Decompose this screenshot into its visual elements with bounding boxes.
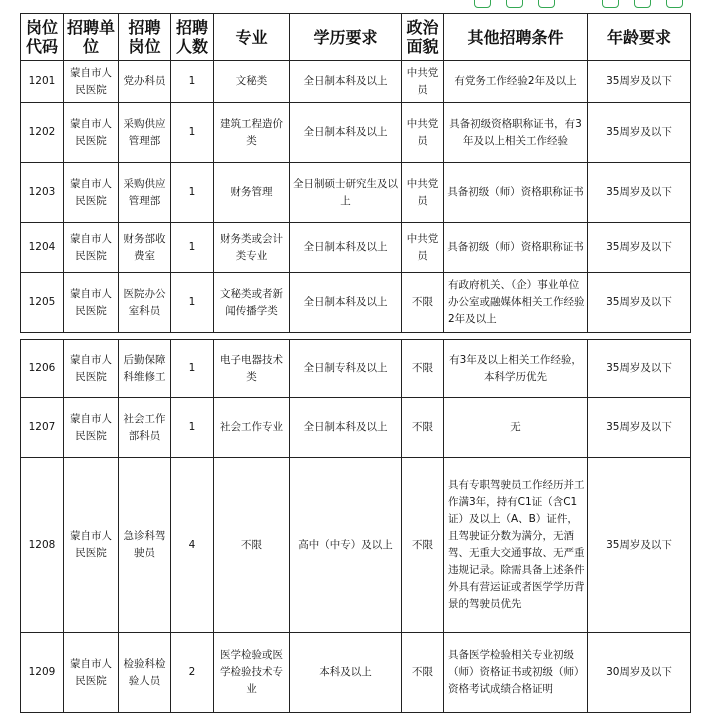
cell-code: 1206 <box>21 340 64 398</box>
table-row <box>21 458 691 633</box>
cell-unit: 蒙自市人民医院 <box>64 633 119 713</box>
table-row <box>21 61 691 103</box>
cell-code: 1205 <box>21 273 64 333</box>
recruitment-table-part-1 <box>20 13 691 333</box>
cell-political: 不限 <box>402 398 444 458</box>
cell-age: 35周岁及以下 <box>588 273 691 333</box>
cell-age: 35周岁及以下 <box>588 61 691 103</box>
cell-political: 中共党员 <box>402 163 444 223</box>
save-icon[interactable] <box>506 0 523 8</box>
cell-post: 急诊科驾驶员 <box>119 458 171 633</box>
cell-unit: 蒙自市人民医院 <box>64 163 119 223</box>
cell-edu: 全日制本科及以上 <box>290 398 402 458</box>
table-row <box>21 273 691 333</box>
cell-major: 社会工作专业 <box>214 398 290 458</box>
cell-unit: 蒙自市人民医院 <box>64 103 119 163</box>
cell-edu: 全日制本科及以上 <box>290 103 402 163</box>
home-icon[interactable] <box>602 0 619 8</box>
header-age: 年龄要求 <box>588 14 691 61</box>
cell-count: 1 <box>171 163 214 223</box>
cell-edu: 全日制本科及以上 <box>290 273 402 333</box>
header-other: 其他招聘条件 <box>444 14 588 61</box>
header-political: 政治面貌 <box>402 14 444 61</box>
cell-other: 有3年及以上相关工作经验，本科学历优先 <box>444 340 588 398</box>
cell-count: 1 <box>171 103 214 163</box>
cell-political: 不限 <box>402 273 444 333</box>
cell-code: 1208 <box>21 458 64 633</box>
cell-count: 1 <box>171 398 214 458</box>
cell-post: 后勤保障科维修工 <box>119 340 171 398</box>
cell-edu: 全日制本科及以上 <box>290 61 402 103</box>
cell-post: 医院办公室科员 <box>119 273 171 333</box>
cell-code: 1204 <box>21 223 64 273</box>
cell-edu: 本科及以上 <box>290 633 402 713</box>
table-row <box>21 633 691 713</box>
cell-major: 文秘类 <box>214 61 290 103</box>
cell-age: 35周岁及以下 <box>588 340 691 398</box>
cell-age: 35周岁及以下 <box>588 103 691 163</box>
cell-age: 35周岁及以下 <box>588 398 691 458</box>
cell-major: 建筑工程造价类 <box>214 103 290 163</box>
cell-code: 1201 <box>21 61 64 103</box>
cell-other: 具备初级（师）资格职称证书 <box>444 163 588 223</box>
cell-edu: 全日制专科及以上 <box>290 340 402 398</box>
cell-code: 1207 <box>21 398 64 458</box>
cell-count: 1 <box>171 223 214 273</box>
settings-icon[interactable] <box>666 0 683 8</box>
cell-age: 35周岁及以下 <box>588 458 691 633</box>
header-unit: 招聘单位 <box>64 14 119 61</box>
cell-post: 社会工作部科员 <box>119 398 171 458</box>
cell-edu: 全日制硕士研究生及以上 <box>290 163 402 223</box>
cell-post: 党办科员 <box>119 61 171 103</box>
zoom-in-icon[interactable] <box>474 0 491 8</box>
viewer-toolbar <box>0 0 702 10</box>
cell-political: 不限 <box>402 340 444 398</box>
table-row <box>21 398 691 458</box>
cell-other: 有政府机关、（企）事业单位办公室或融媒体相关工作经验2年及以上 <box>444 273 588 333</box>
cell-political: 不限 <box>402 458 444 633</box>
cell-post: 财务部收费室 <box>119 223 171 273</box>
cell-major: 财务管理 <box>214 163 290 223</box>
cell-major: 财务类或会计类专业 <box>214 223 290 273</box>
table-header <box>21 14 691 61</box>
table-row <box>21 223 691 273</box>
cell-edu: 高中（中专）及以上 <box>290 458 402 633</box>
cell-political: 中共党员 <box>402 103 444 163</box>
cell-major: 医学检验或医学检验技术专业 <box>214 633 290 713</box>
cell-other: 有党务工作经验2年及以上 <box>444 61 588 103</box>
cell-other: 具有专职驾驶员工作经历并工作满3年，持有C1证（含C1证）及以上（A、B）证件，且驾驶证分数为满分，无酒驾、无重大交通事故、无严重违规记录。除需具备上述条件外具有营运证或者医学学历背景的驾驶员优先 <box>444 458 588 633</box>
cell-other: 无 <box>444 398 588 458</box>
cell-post: 检验科检验人员 <box>119 633 171 713</box>
cell-age: 30周岁及以下 <box>588 633 691 713</box>
cell-post: 采购供应管理部 <box>119 163 171 223</box>
header-count: 招聘人数 <box>171 14 214 61</box>
cell-other: 具备医学检验相关专业初级（师）资格证书或初级（师）资格考试成绩合格证明 <box>444 633 588 713</box>
header-major: 专业 <box>214 14 290 61</box>
cell-post: 采购供应管理部 <box>119 103 171 163</box>
cell-count: 1 <box>171 273 214 333</box>
cell-count: 2 <box>171 633 214 713</box>
table-row <box>21 163 691 223</box>
cell-count: 1 <box>171 340 214 398</box>
cell-unit: 蒙自市人民医院 <box>64 223 119 273</box>
header-code: 岗位代码 <box>21 14 64 61</box>
cell-code: 1203 <box>21 163 64 223</box>
cell-political: 中共党员 <box>402 61 444 103</box>
cell-major: 电子电器技术类 <box>214 340 290 398</box>
cell-other: 具备初级（师）资格职称证书 <box>444 223 588 273</box>
cell-unit: 蒙自市人民医院 <box>64 458 119 633</box>
cell-code: 1202 <box>21 103 64 163</box>
cell-unit: 蒙自市人民医院 <box>64 398 119 458</box>
cell-code: 1209 <box>21 633 64 713</box>
cell-unit: 蒙自市人民医院 <box>64 61 119 103</box>
table-row <box>21 103 691 163</box>
cell-count: 1 <box>171 61 214 103</box>
cell-political: 中共党员 <box>402 223 444 273</box>
cell-political: 不限 <box>402 633 444 713</box>
cell-major: 文秘类或者新闻传播学类 <box>214 273 290 333</box>
cell-unit: 蒙自市人民医院 <box>64 340 119 398</box>
header-post: 招聘岗位 <box>119 14 171 61</box>
print-icon[interactable] <box>538 0 555 8</box>
table-row <box>21 340 691 398</box>
cell-count: 4 <box>171 458 214 633</box>
cell-age: 35周岁及以下 <box>588 223 691 273</box>
recruitment-table-part-2 <box>20 339 691 713</box>
header-edu: 学历要求 <box>290 14 402 61</box>
cell-age: 35周岁及以下 <box>588 163 691 223</box>
crop-icon[interactable] <box>634 0 651 8</box>
cell-unit: 蒙自市人民医院 <box>64 273 119 333</box>
cell-other: 具备初级资格职称证书，有3年及以上相关工作经验 <box>444 103 588 163</box>
cell-major: 不限 <box>214 458 290 633</box>
cell-edu: 全日制本科及以上 <box>290 223 402 273</box>
